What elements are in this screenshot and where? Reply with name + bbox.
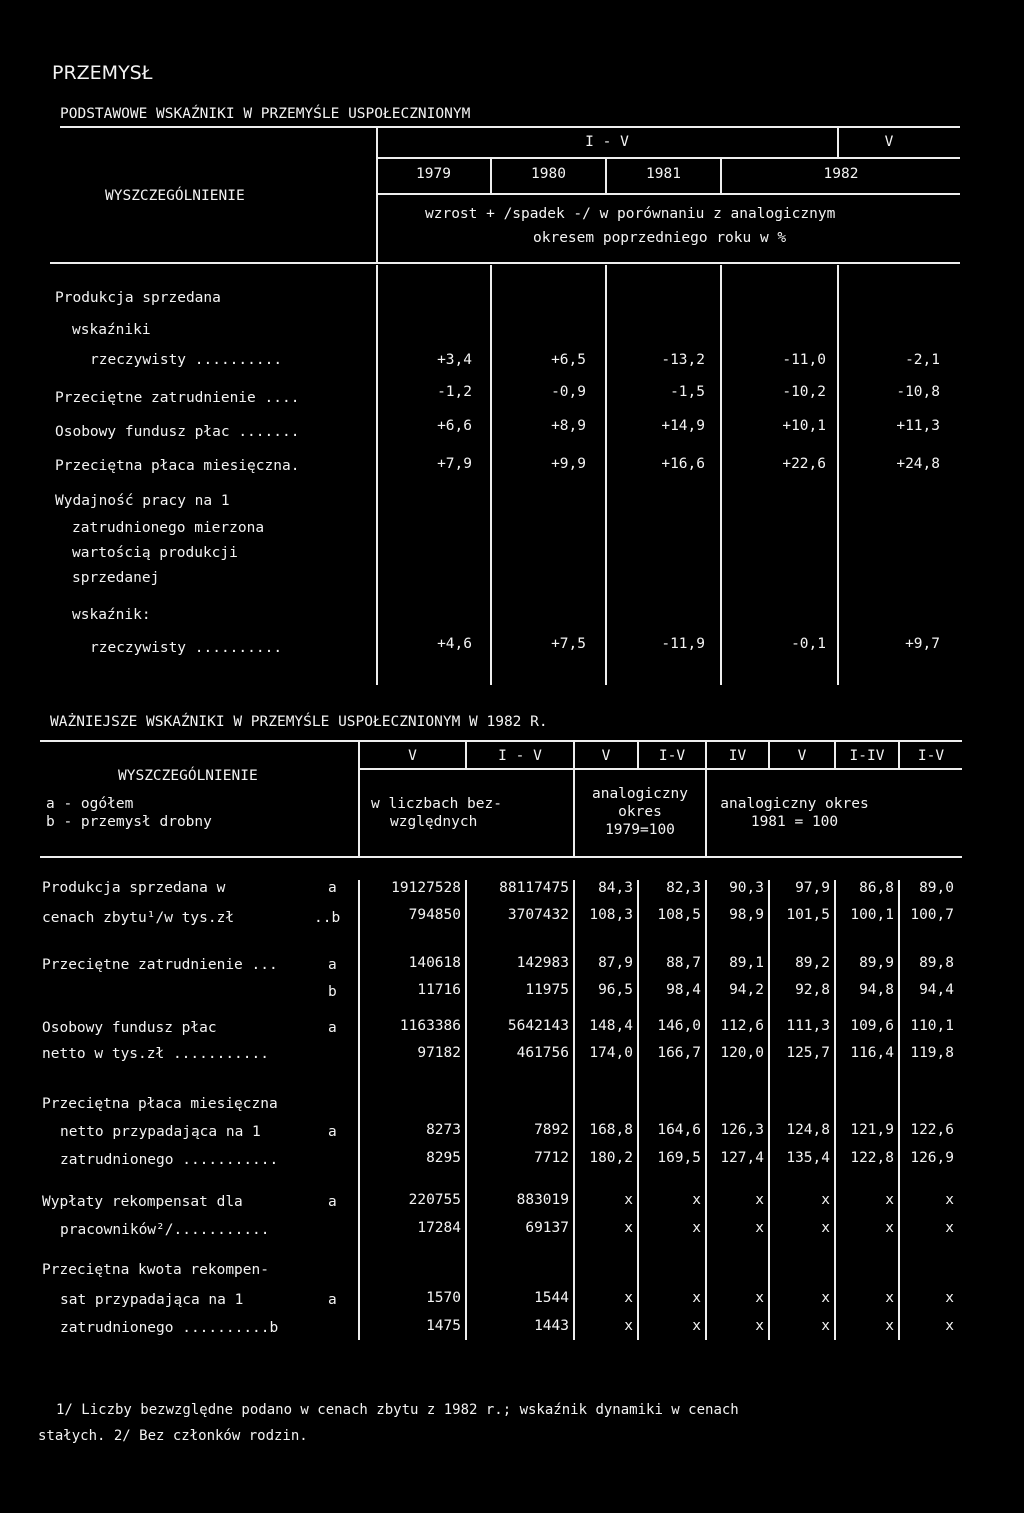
table1-header-rule [50,262,960,264]
table2-cell: 110,1 [910,1018,954,1034]
table1-section-label: sprzedanej [72,570,160,586]
table1-col-divider [376,265,378,685]
table1-cell: +22,6 [782,456,826,472]
table2-ab-mark: a [328,1124,337,1140]
footnote-line: 1/ Liczby bezwzględne podano w cenach zbytu z 1982 r.; wskaźnik dynamiki w cenach [56,1402,739,1418]
table2-index-note: 1981 = 100 [750,814,839,830]
table2-cell: 89,9 [859,955,894,971]
table1-cell: -1,5 [670,384,705,400]
table2-cell: x [885,1290,894,1306]
table2-row-label: pracowników²/........... [60,1222,270,1238]
table2-col-divider [573,880,575,1340]
table2-cell: 169,5 [657,1150,701,1166]
table2-cell: 100,7 [910,907,954,923]
table2-row-label: Przeciętna kwota rekompen- [42,1262,269,1278]
table1-cell: +3,4 [437,352,472,368]
table2-cell: 82,3 [666,880,701,896]
table2-cell: 94,2 [729,982,764,998]
table2-cell: x [821,1220,830,1236]
table1-section-label: zatrudnionego mierzona [72,520,265,536]
table1-col-divider [837,265,839,685]
table2-cell: 1544 [534,1290,569,1306]
table2-cell: x [755,1192,764,1208]
table2-row-label: Wypłaty rekompensat dla [42,1194,243,1210]
table1-year: 1982 [823,166,859,182]
table2-col-divider [465,880,467,1340]
table2-cell: x [692,1290,701,1306]
table1-row-label: rzeczywisty .......... [90,640,283,656]
table2-top-rule [40,740,962,742]
table2-cell: x [885,1220,894,1236]
table2-cell: 89,8 [919,955,954,971]
table1-row-label: Osobowy fundusz płac ....... [55,424,300,440]
table2-cell: x [945,1290,954,1306]
table2-row-label: Osobowy fundusz płac [42,1020,217,1036]
table2-cell: 19127528 [391,880,461,896]
table2-index-note: analogiczny [591,786,689,802]
table2-period: I-V [917,748,945,764]
table2-cell: x [692,1220,701,1236]
table1-year: 1981 [646,166,681,182]
table2-cell: 89,1 [729,955,764,971]
table2-period: V [797,748,807,764]
table2-col-divider [898,880,900,1340]
table2-cell: 7712 [534,1150,569,1166]
table2-cell: 142983 [516,955,569,971]
table2-cell: x [624,1318,633,1334]
table1-section-label: Produkcja sprzedana [55,290,221,306]
table1-cell: +7,5 [551,636,586,652]
table2-cell: x [755,1290,764,1306]
table1-section-label: wskaźniki [72,322,151,338]
table2-ab-mark: a [328,957,337,973]
table2-cell: 111,3 [786,1018,830,1034]
table2-cell: 8273 [426,1122,461,1138]
table2-cell: 97182 [417,1045,461,1061]
table1-cell: +8,9 [551,418,586,434]
table2-cell: 166,7 [657,1045,701,1061]
table1-note: wzrost + /spadek -/ w porównaniu z analogicznym [425,206,836,222]
table1-col-divider [490,265,492,685]
table2-ab-mark: a [328,1020,337,1036]
table1-cell: +4,6 [437,636,472,652]
table1-period-a: I - V [585,134,629,150]
table1-col-divider [720,265,722,685]
table1-cell: +24,8 [896,456,940,472]
table2-col-divider [358,880,360,1340]
table1-section-label: wskaźnik: [72,607,151,623]
table2-cell: 1163386 [399,1018,461,1034]
table2-row-label: zatrudnionego ..........b [60,1320,279,1336]
table2-period: I - V [498,748,542,764]
table1-period-b: V [884,134,894,150]
table2-period: V [601,748,611,764]
table2-ab-mark: a [328,880,337,896]
table2-abs-note: względnych [390,814,478,830]
table1-cell: +10,1 [782,418,826,434]
table1-section-label: Wydajność pracy na 1 [55,493,230,509]
table2-cell: 174,0 [589,1045,633,1061]
table2-row-label: cenach zbytu¹/w tys.zł [42,910,235,926]
table2-cell: 100,1 [850,907,894,923]
table2-cell: 109,6 [850,1018,894,1034]
table2-row-label: zatrudnionego ........... [60,1152,279,1168]
table1-cell: +11,3 [896,418,940,434]
table2-cell: 11975 [525,982,569,998]
table2-cell: x [885,1318,894,1334]
table1-row-label: rzeczywisty .......... [90,352,283,368]
table1-cell: -0,1 [791,636,826,652]
table2-cell: 11716 [417,982,461,998]
table2-col-divider [637,880,639,1340]
table2-abs-note: w liczbach bez- [371,796,502,812]
table1-year: 1979 [416,166,451,182]
table1-cell: +9,9 [551,456,586,472]
table2-cell: x [945,1192,954,1208]
table1-cell: -0,9 [551,384,586,400]
table1-cell: +6,5 [551,352,586,368]
table2-ab-mark: ..b [314,910,341,926]
table2-cell: 127,4 [720,1150,764,1166]
table2-row-label: Przeciętne zatrudnienie ... [42,957,278,973]
table2-row-label: sat przypadająca na 1 [60,1292,244,1308]
table1-year: 1980 [531,166,566,182]
table2-period: V [408,748,417,764]
table2-cell: 1443 [534,1318,569,1334]
table2-cell: 112,6 [720,1018,764,1034]
table2-cell: 94,4 [919,982,954,998]
table1-col-divider [605,265,607,685]
table1-year-rule [377,193,960,195]
table2-cell: 126,3 [720,1122,764,1138]
table1-stub-header: WYSZCZEGÓLNIENIE [105,188,245,204]
page-title: PRZEMYSŁ [52,62,153,84]
table1-section-label: wartością produkcji [72,545,238,561]
table2-cell: 89,0 [919,880,954,896]
table2-cell: 97,9 [795,880,830,896]
table2-cell: 164,6 [657,1122,701,1138]
table2-cell: 8295 [426,1150,461,1166]
table2-cell: 124,8 [786,1122,830,1138]
table2-col-divider [768,880,770,1340]
table1-cell: -11,0 [782,352,826,368]
table2-cell: 108,5 [657,907,701,923]
table2-cell: 88,7 [666,955,701,971]
table2-cell: 168,8 [589,1122,633,1138]
table2-cell: 220755 [408,1192,461,1208]
table2-cell: 116,4 [850,1045,894,1061]
table2-cell: 125,7 [786,1045,830,1061]
table1-top-rule [60,126,960,128]
table2-cell: 146,0 [657,1018,701,1034]
table2-cell: 92,8 [795,982,830,998]
table2-col-divider [705,880,707,1340]
table2-ab-mark: a [328,1292,337,1308]
table1-cell: -13,2 [661,352,705,368]
table1-cell: -10,8 [896,384,940,400]
table2-row-label: Przeciętna płaca miesięczna [42,1096,278,1112]
table2-period: IV [728,748,747,764]
table1-cell: -10,2 [782,384,826,400]
table2-cell: 87,9 [598,955,633,971]
table2-index-note: analogiczny okres [720,796,869,812]
table2-cell: 69137 [525,1220,569,1236]
table1-cell: +9,7 [905,636,940,652]
table2-ab-mark: b [328,984,337,1000]
table2-cell: 140618 [408,955,461,971]
table1-cell: +7,9 [437,456,472,472]
table1-cell: +14,9 [661,418,705,434]
table1-cell: -11,9 [661,636,705,652]
table1-cell: -1,2 [437,384,472,400]
table2-index-note: 1979=100 [605,822,675,838]
table2-cell: x [945,1318,954,1334]
table2-cell: 135,4 [786,1150,830,1166]
table2-cell: 126,9 [910,1150,954,1166]
table1-period-rule [377,157,960,159]
table2-stub-header: WYSZCZEGÓLNIENIE [118,768,258,784]
table2-title: WAŻNIEJSZE WSKAŹNIKI W PRZEMYŚLE USPOŁECZNIONYM W 1982 R. [50,714,548,730]
table2-cell: 120,0 [720,1045,764,1061]
table2-cell: 101,5 [786,907,830,923]
footnote-line: stałych. 2/ Bez członków rodzin. [38,1428,308,1444]
table2-period: I-IV [849,748,885,764]
table2-col-divider [834,880,836,1340]
table2-cell: 461756 [516,1045,569,1061]
table1-cell: +16,6 [661,456,705,472]
table1-cell: -2,1 [905,352,940,368]
table2-cell: 90,3 [729,880,764,896]
table2-cell: 121,9 [850,1122,894,1138]
table2-row-label: netto przypadająca na 1 [60,1124,261,1140]
table2-cell: 98,4 [666,982,701,998]
table2-cell: 108,3 [589,907,633,923]
table2-cell: x [624,1290,633,1306]
table2-cell: x [821,1192,830,1208]
table2-cell: x [821,1318,830,1334]
table2-cell: 98,9 [729,907,764,923]
table2-cell: 1475 [426,1318,461,1334]
table2-cell: 122,6 [910,1122,954,1138]
table2-cell: x [885,1192,894,1208]
table1-title: PODSTAWOWE WSKAŹNIKI W PRZEMYŚLE USPOŁECZNIONYM [60,106,471,122]
table2-row-label: netto w tys.zł ........... [42,1046,269,1062]
table2-cell: 148,4 [589,1018,633,1034]
table2-cell: x [692,1192,701,1208]
table2-cell: x [692,1318,701,1334]
table2-ab-mark: a [328,1194,337,1210]
table2-cell: x [755,1220,764,1236]
table2-cell: 119,8 [910,1045,954,1061]
table1-note: okresem poprzedniego roku w % [533,230,787,246]
table2-cell: 794850 [408,907,461,923]
table2-cell: 94,8 [859,982,894,998]
table2-cell: x [945,1220,954,1236]
table2-legend: a - ogółem [46,796,134,812]
table2-cell: 1570 [426,1290,461,1306]
table2-cell: 17284 [417,1220,461,1236]
table2-cell: x [755,1318,764,1334]
table2-index-note: okres [618,804,662,820]
table2-cell: 3707432 [507,907,569,923]
table1-row-label: Przeciętne zatrudnienie .... [55,390,300,406]
table2-cell: x [624,1192,633,1208]
table2-period: I-V [658,748,686,764]
table2-cell: 883019 [516,1192,569,1208]
table2-cell: 7892 [534,1122,569,1138]
table1-cell: +6,6 [437,418,472,434]
table2-period-rule [360,768,962,770]
table2-cell: 88117475 [499,880,569,896]
table2-row-label: Produkcja sprzedana w [42,880,226,896]
table2-cell: 84,3 [598,880,633,896]
table2-cell: 5642143 [507,1018,569,1034]
table2-cell: 96,5 [598,982,633,998]
table2-cell: x [624,1220,633,1236]
table2-cell: 180,2 [589,1150,633,1166]
table2-legend: b - przemysł drobny [46,814,212,830]
table2-cell: 122,8 [850,1150,894,1166]
table2-cell: 89,2 [795,955,830,971]
table1-row-label: Przeciętna płaca miesięczna. [55,458,300,474]
table2-cell: x [821,1290,830,1306]
table2-cell: 86,8 [859,880,894,896]
table2-header-rule [40,856,962,858]
